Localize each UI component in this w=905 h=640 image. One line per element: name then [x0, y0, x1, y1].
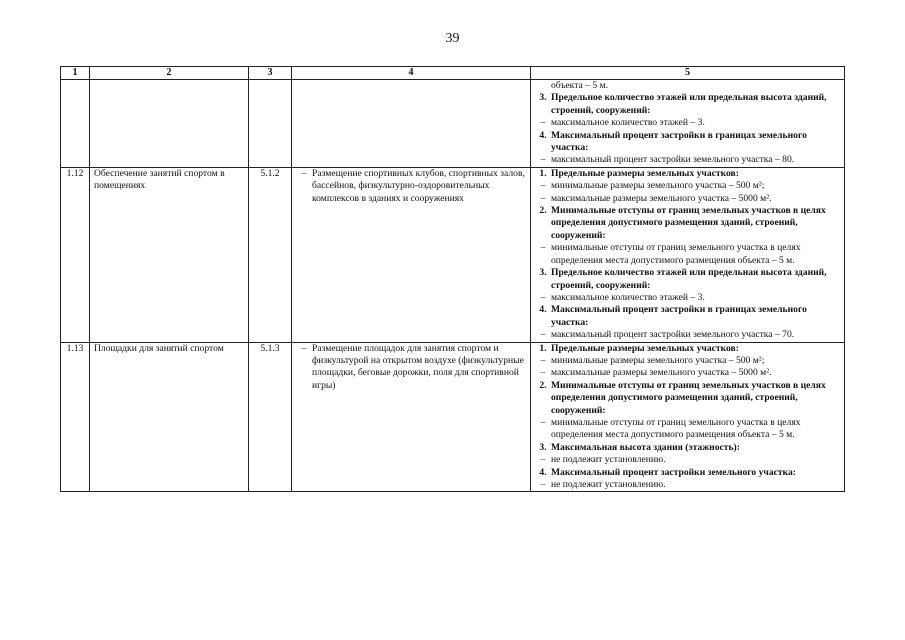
parameter-text: максимальный процент застройки земельного участка – 80. — [551, 154, 795, 166]
zoning-table — [60, 66, 845, 492]
header-col-1: 1 — [61, 67, 90, 80]
item-number: 3. — [539, 267, 547, 279]
parameter-text: Максимальный процент застройки в границах земельного участка: — [551, 129, 807, 154]
item-number: 4. — [539, 129, 547, 141]
use-code: 5.1.2 — [249, 167, 292, 342]
parameter-item — [535, 292, 840, 304]
header-col-3: 3 — [249, 67, 292, 80]
dash-marker: – — [540, 242, 546, 254]
item-number: 3. — [539, 441, 547, 453]
parameter-item — [535, 454, 840, 466]
header-col-5: 5 — [531, 67, 845, 80]
dash-marker: – — [540, 354, 546, 366]
parameter-heading — [535, 205, 840, 242]
parameter-item — [535, 367, 840, 379]
header-col-2: 2 — [90, 67, 249, 80]
parameter-continuation: объекта – 5 м. — [551, 80, 609, 91]
parameter-item — [535, 329, 840, 341]
parameter-heading — [535, 467, 840, 479]
item-number: 4. — [539, 304, 547, 316]
parameter-text: максимальное количество этажей – 3. — [551, 117, 705, 129]
use-code: 5.1.3 — [249, 342, 292, 492]
use-name: Обеспечение занятий спортом в помещениях — [90, 167, 249, 342]
dash-marker: – — [540, 479, 546, 490]
header-col-4: 4 — [292, 67, 531, 80]
parameter-heading — [535, 267, 840, 292]
parameter-item — [535, 154, 840, 166]
use-name — [90, 80, 249, 168]
parameter-text: максимальные размеры земельного участка – 5000 м². — [551, 192, 772, 204]
item-number: 3. — [539, 92, 547, 104]
row-number: 1.12 — [61, 167, 90, 342]
dash-marker: – — [540, 291, 546, 303]
parameter-text: Предельное количество этажей или предельная высота зданий, строений, сооружений: — [551, 92, 827, 116]
parameter-text: минимальные размеры земельного участка – 500 м²; — [551, 180, 765, 192]
parameter-text: максимальный процент застройки земельного участка – 70. — [551, 329, 795, 341]
dash-marker: – — [540, 154, 546, 166]
dash-marker: – — [540, 329, 546, 341]
parameter-text: не подлежит установлению. — [551, 479, 666, 490]
parameter-text: Минимальные отступы от границ земельных участков в целях определения допустимого размещения зданий, строений, сооружений: — [551, 379, 826, 416]
parameter-text: Минимальные отступы от границ земельных участков в целях определения допустимого размещения зданий, строений, сооружений: — [551, 205, 826, 241]
item-number: 2. — [539, 205, 547, 217]
description-text: Размещение спортивных клубов, спортивных залов, бассейнов, физкультурно-оздоровительных комплексов в зданиях и сооружениях — [312, 167, 525, 204]
parameter-text: не подлежит установлению. — [551, 454, 666, 466]
parameters-cell — [531, 167, 845, 342]
parameter-text: Максимальная высота здания (этажность): — [551, 441, 740, 453]
dash-marker: – — [540, 367, 546, 379]
dash-marker: – — [540, 454, 546, 466]
use-description — [292, 167, 531, 342]
row-number — [61, 80, 90, 168]
parameter-text: минимальные отступы от границ земельного участка в целях определения места допустимого размещения объекта – 5 м. — [551, 242, 801, 266]
row-number: 1.13 — [61, 342, 90, 492]
use-code — [249, 80, 292, 168]
item-number: 1. — [539, 167, 547, 179]
parameter-text: Предельные размеры земельных участков: — [551, 167, 739, 179]
header-row — [61, 67, 845, 80]
parameter-heading — [535, 343, 840, 355]
parameter-text: минимальные размеры земельного участка – 500 м²; — [551, 354, 765, 366]
page-number: 39 — [445, 31, 460, 46]
dash-marker: – — [301, 167, 307, 179]
parameter-heading — [535, 92, 840, 117]
item-number: 1. — [539, 342, 547, 354]
parameter-item — [535, 479, 840, 491]
parameter-text: Предельные размеры земельных участков: — [551, 342, 739, 354]
item-number: 2. — [539, 379, 547, 391]
dash-marker: – — [540, 192, 546, 204]
parameter-heading — [535, 304, 840, 329]
parameter-heading — [535, 442, 840, 454]
table-row — [61, 80, 845, 168]
parameters-cell — [531, 342, 845, 492]
parameter-heading — [535, 168, 840, 180]
use-description — [292, 80, 531, 168]
parameter-text: максимальное количество этажей – 3. — [551, 291, 705, 303]
parameter-item — [535, 417, 840, 442]
dash-marker: – — [540, 180, 546, 192]
parameter-text: Предельное количество этажей или предельная высота зданий, строений, сооружений: — [551, 267, 827, 291]
parameter-item — [535, 117, 840, 129]
dash-marker: – — [301, 342, 307, 354]
table-row — [61, 342, 845, 492]
parameter-item — [535, 355, 840, 367]
parameter-text: Максимальный процент застройки в границах земельного участка: — [551, 304, 807, 328]
parameters-cell — [531, 80, 845, 168]
parameter-text: максимальные размеры земельного участка – 5000 м². — [551, 367, 772, 379]
parameter-item — [535, 242, 840, 267]
parameter-item — [535, 180, 840, 192]
parameter-text: минимальные отступы от границ земельного участка в целях определения места допустимого размещения объекта – 5 м. — [551, 416, 801, 441]
description-text: Размещение площадок для занятия спортом и физкультурой на открытом воздухе (физкультурные площадки, беговые дорожки, поля для спортивной игры) — [312, 342, 524, 391]
parameter-heading — [535, 130, 840, 155]
use-description — [292, 342, 531, 492]
parameter-item — [535, 193, 840, 205]
table-row — [61, 167, 845, 342]
use-name: Площадки для занятий спортом — [90, 342, 249, 492]
parameter-heading — [535, 380, 840, 417]
dash-marker: – — [540, 416, 546, 428]
dash-marker: – — [540, 117, 546, 129]
item-number: 4. — [539, 466, 547, 478]
parameter-text: Максимальный процент застройки земельного участка: — [551, 466, 796, 478]
